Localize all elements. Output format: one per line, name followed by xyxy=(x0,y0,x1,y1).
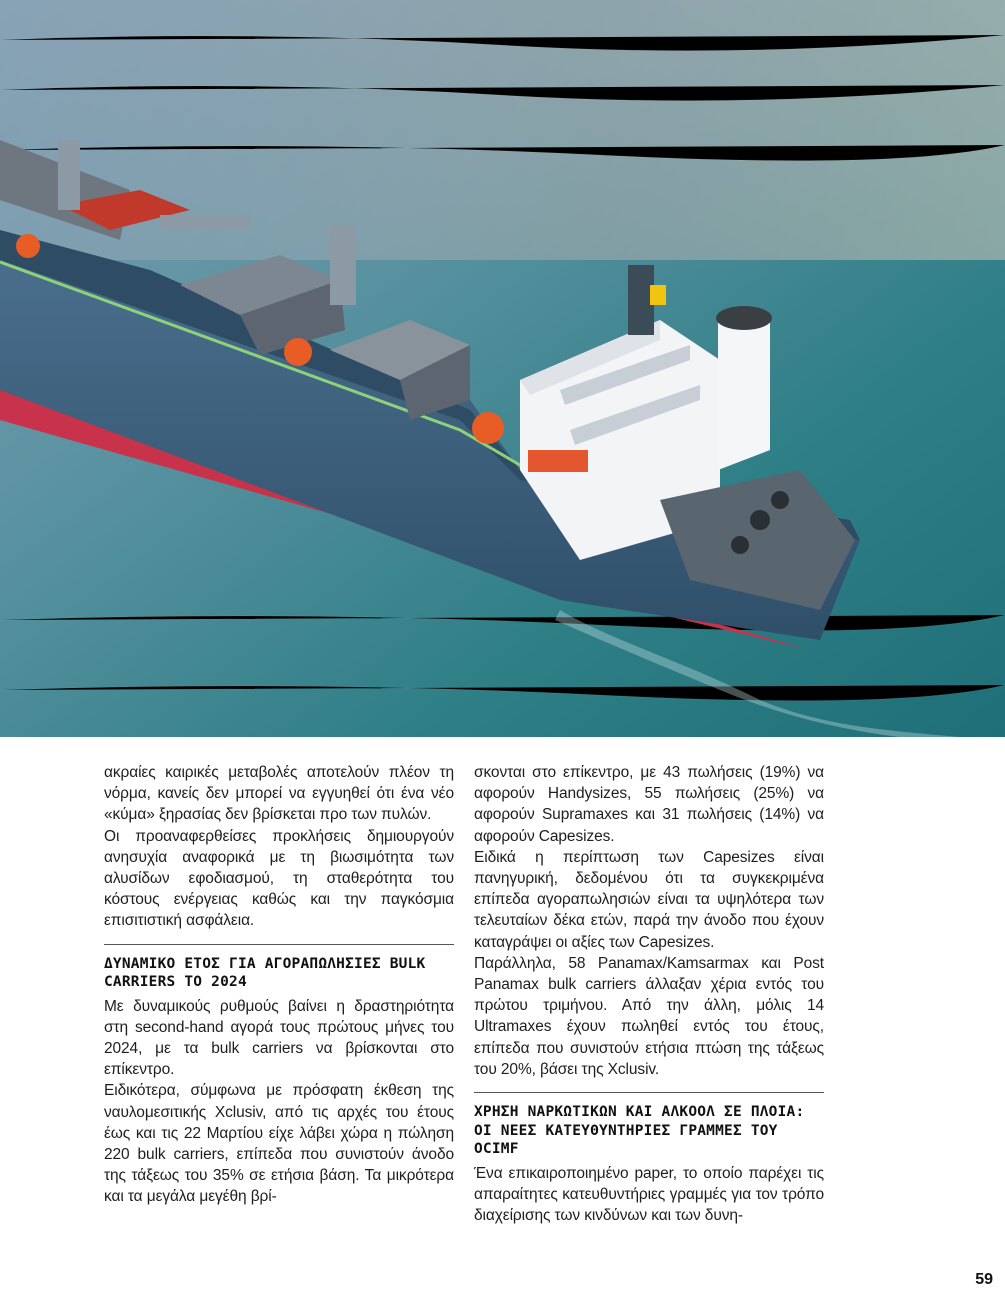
section-divider xyxy=(474,1092,824,1093)
funnel xyxy=(716,306,772,470)
left-column xyxy=(104,762,454,1208)
paragraph: ακραίες καιρικές μεταβολές αποτελούν πλέον τη νόρμα, κανείς δεν μπορεί να εγγυηθεί ότι ένα νέο «κύμα» ξηρασίας δεν βρίσκεται προ των πυλών. xyxy=(104,764,454,824)
right-column xyxy=(474,762,824,1226)
paragraph: Οι προαναφερθείσες προκλήσεις δημιουργούν ανησυχία αναφορικά με τη βιωσιμότητα των αλυσίδων εφοδιασμού, τη σταθερότητα του κόστους ενέργειας καθώς και την παγκόσμια επισιτιστική ασφάλεια. xyxy=(104,827,454,930)
paragraph: Ειδικά η περίπτωση των Capesizes είναι πανηγυρική, δεδομένου ότι τα συγκεκριμένα επίπεδα αγοραπωλησιών είναι τα υψηλότερα των τελευταίων δέκα ετών, παρά την άνοδο που έχουν καταγράψει οι αξίες των Capesizes. xyxy=(474,848,824,951)
section-divider xyxy=(104,944,454,945)
paragraph: σκονται στο επίκεντρο, με 43 πωλήσεις (19%) να αφορούν Handysizes, 55 πωλήσεις (25%) να αφορούν Supramaxes και 31 πωλήσεις (14%) να αφορούν Capesizes. xyxy=(474,764,824,845)
section-heading: ΔΥΝΑΜΙΚΟ ΕΤΟΣ ΓΙΑ ΑΓΟΡΑΠΩΛΗΣΙΕΣ BULK CARRIERS ΤΟ 2024 xyxy=(104,955,426,991)
page-number: 59 xyxy=(975,1271,993,1288)
paragraph: Ένα επικαιροποιημένο paper, το οποίο παρέχει τις απαραίτητες κατευθυντήριες γραμμές για τον τρόπο διαχείρισης των κινδύνων και των δυνη- xyxy=(474,1164,824,1224)
paragraph: Ειδικότερα, σύμφωνα με πρόσφατη έκθεση της ναυλομεσιτικής Xclusiv, από τις αρχές του έτους έως και τις 22 Μαρτίου είχε λάβει χώρα η πώληση 220 bulk carriers, επίπεδα που συνιστούν άνοδο της τάξεως του 35% σε ετήσια βάση. Τα μικρότερα και τα μεγάλα μεγέθη βρί- xyxy=(104,1082,454,1206)
paragraph: Παράλληλα, 58 Panamax/Kamsarmax και Post Panamax bulk carriers άλλαξαν χέρια εντός του πρώτου τριμήνου. Από την άλλη, μόλις 14 Ultramaxes έχουν πωληθεί εντός του έτους, επίπεδα που συνιστούν ετήσια πτώση της τάξεως του 20%, βάσει της Xclusiv. xyxy=(474,954,824,1078)
paragraph: Με δυναμικούς ρυθμούς βαίνει η δραστηριότητα στη second-hand αγορά τους πρώτους μήνες του 2024, με τα bulk carriers να βρίσκονται στο επίκεντρο. xyxy=(104,997,454,1079)
section-heading: ΧΡΗΣΗ ΝΑΡΚΩΤΙΚΩΝ ΚΑΙ ΑΛΚΟΟΛ ΣΕ ΠΛΟΙΑ: ΟΙ ΝΕΕΣ ΚΑΤΕΥΘΥΝΤΗΡΙΕΣ ΓΡΑΜΜΕΣ ΤΟΥ OCIMF xyxy=(474,1104,805,1158)
